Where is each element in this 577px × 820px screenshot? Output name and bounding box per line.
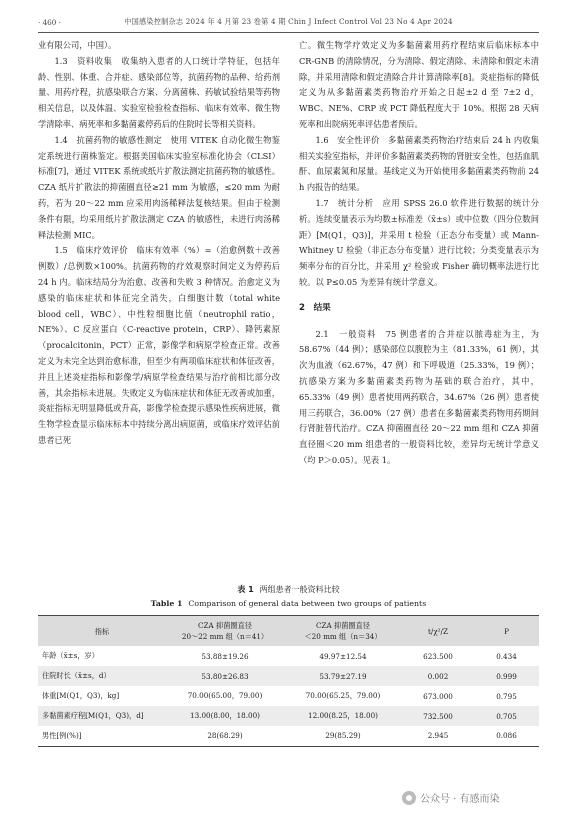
table-title-zh [38,584,539,595]
watermark [402,790,500,805]
table-cell: 53.79±27.19 [284,666,402,686]
column-header: CZA 抑菌圈直径 20～22 mm 组（n＝41） [166,616,284,647]
table-cell: 2.945 [402,726,474,746]
paragraph-data-collection: 1.3 资料收集 收集纳入患者的人口统计学特征，包括年龄、性别、体重、合并症、感染部位等，抗菌药物的品种、给药剂量、用药疗程，抗感染联合方案、分离菌株、药敏试验结果等药物相关信息，以及体温、实验室检验检查指标、临床有效率、微生物学清除率、病死率和多黏菌素停药后的住院时长等相关资料。 [38,55,280,129]
header-rule [38,32,539,33]
paragraph-clinical-efficacy: 1.5 临床疗效评价 临床有效率（%）=（治愈例数＋改善例数）/总例数×100%。抗菌药物的疗效观察时间定义为停药后 24 h 内。临床结局分为治愈、改善和失败 3 种情况。治愈定义为感染的临床症状和体征完全消失，白细胞计数（total white blood cell，WBC）、中性粒细胞比值（neutrophil ratio，NE%）、C 反应蛋白（C-reactive protein，CRP）、降钙素原（procalcitonin，PCT）正常，影像学和病原学检查正常。改善定义为未完全达到治愈标准，但至少有两项临床症状和体征改善，并且上述炎症指标和影像学/病原学检查结果与治疗前相比部分改善，其余指标未进展。失败定义为临床症状和体征无改善或加重，炎症指标无明显降低或升高，影像学检查提示感染性疾病进展，微生物学检查显示临床标本中持续分离出病原菌，或临床疗效评估前患者已死 [38,245,280,445]
table-cell: 70.00(65.25，79.00) [305,691,381,700]
paragraph-statistics: 1.7 统计分析 应用 SPSS 26.0 软件进行数据的统计分析。连续变量表示为均数±标准差（x̄±s）或中位数（四分位数间距）[M(Q1，Q3)]，并采用 t 检验（正态分布变量）或 Mann-Whitney U 检验（非正态分布变量）进行比较；分类变量表示为频率分布的百分比，并采用 χ² 检验或 Fisher 确切概率法进行比较。以 P≤0.05 为差异有统计学意义。 [299,197,539,287]
running-header [38,14,539,30]
table-row [38,646,539,666]
table-row [38,666,539,686]
section-heading-results: 2 结果 [299,302,331,313]
left-column [38,38,280,449]
page-number: · 460 · [38,17,61,27]
column-header: P [474,616,539,647]
paragraph-susceptibility: 1.4 抗菌药物的敏感性测定 使用 VITEK 自动化微生物鉴定系统进行菌株鉴定。根据美国临床实验室标准化协会（CLSI）标准[7]，通过 VITEK 系统或纸片扩散法测定抗菌药物的敏感性。CZA 纸片扩散法的抑菌圈直径≥21 mm 为敏感，≤20 mm 为耐药，若为 20～22 mm 应采用肉汤稀释法复核结果。但由于检测条件有限，均采用纸片扩散法测定 CZA 的敏感性，未进行肉汤稀释法检测 MIC。 [38,134,280,240]
paragraph-general-data: 2.1 一般资料 75 例患者的合并症以脓毒症为主，为 58.67%（44 例）；感染部位以腹腔为主（81.33%，61 例），其次为血液（62.67%，47 例）和下呼吸道（25.33%，19 例）；抗感染方案为多黏菌素类药物为基础的联合治疗，其中，65.33%（49 例）患者使用两药联合，34.67%（26 例）患者使用三药联合，36.00%（27 例）患者在多黏菌素类药物用药期间行肾脏替代治疗。CZA 抑菌圈直径 20～22 mm 组和 CZA 抑菌直径圈＜20 mm 组患者的一般资料比较，差异均无统计学意义（均 P＞0.05）。见表 1。 [299,328,539,465]
table-label-en: Table 1 [150,599,183,608]
wechat-icon [402,791,416,805]
table-row [38,686,539,706]
table-cell: 28(68.29) [166,726,284,746]
column-header: 指标 [38,616,166,647]
journal-citation: 中国感染控制杂志 2024 年 4 月第 23 卷第 4 期 Chin J Infect Control Vol 23 No 4 Apr 2024 [124,17,453,26]
table-cell: 53.88±19.26 [201,651,249,661]
table-cell: 13.00(8.00，18.00) [166,706,284,726]
table-caption-zh: 两组患者一般资料比较 [259,585,340,594]
table-caption-en: Comparison of general data between two groups of patients [188,599,427,608]
table-title-en [38,599,539,608]
paragraph-continued: 亡。微生物学疗效定义为多黏菌素用药疗程结束后临床标本中 CR-GNB 的清除情况，分为清除、假定清除、未清除和假定未清除，并采用清除和假定清除合并计算清除率[8]。炎症指标的降低定义为从多黏菌素类药物治疗开始之日起±2 d 至 7±2 d，WBC、NE%、CRP 或 PCT 降低程度大于 10%。根据 28 天病死率和出院病死率评估患者预后。 [299,40,539,129]
table-cell: 53.80±26.83 [166,666,284,686]
watermark-text: 公众号 · 有感而染 [420,794,500,805]
table-cell: 0.086 [474,726,539,746]
table-header-row [38,616,539,647]
table-cell: 住院时长（x̄±s，d） [38,666,166,686]
column-header: CZA 抑菌圈直径 ＜20 mm 组（n＝34） [284,616,402,647]
table-cell: 70.00(65.00，79.00) [187,691,263,700]
table-cell: 0.705 [474,706,539,726]
table-cell: 0.002 [402,666,474,686]
column-header: t/χ²/Z [402,616,474,647]
paragraph: 业有限公司，中国）。 [38,40,117,50]
table-cell: 0.999 [474,666,539,686]
table-cell: 年龄（x̄±s，岁） [42,651,99,660]
table-cell: 0.434 [496,651,517,661]
table-cell: 12.00(8.25，18.00) [284,706,402,726]
table-row [38,706,539,726]
table-cell: 623.500 [423,651,453,661]
table-cell: 多黏菌素疗程[M(Q1，Q3)，d] [38,706,166,726]
table-cell: 29(85.29) [284,726,402,746]
table-cell: 0.795 [496,691,517,701]
paragraph-safety: 1.6 安全性评价 多黏菌素类药物治疗结束后 24 h 内收集相关实验室指标，并评价多黏菌素类药物的肾脏安全性，包括血肌酐、血尿素氮和尿量。基线定义为开始使用多黏菌素类药物前 24 h 内报告的结果。 [299,134,539,193]
table-cell: 49.97±12.54 [319,651,367,661]
table-cell: 体重[M(Q1，Q3)，kg] [42,691,120,700]
table-cell: 732.500 [402,706,474,726]
right-column [299,38,539,469]
general-data-table [38,615,539,747]
table-row [38,726,539,746]
table-cell: 673.000 [423,691,453,701]
table-label-zh: 表 1 [237,585,254,594]
table-cell: 男性[例(%)] [38,726,166,746]
